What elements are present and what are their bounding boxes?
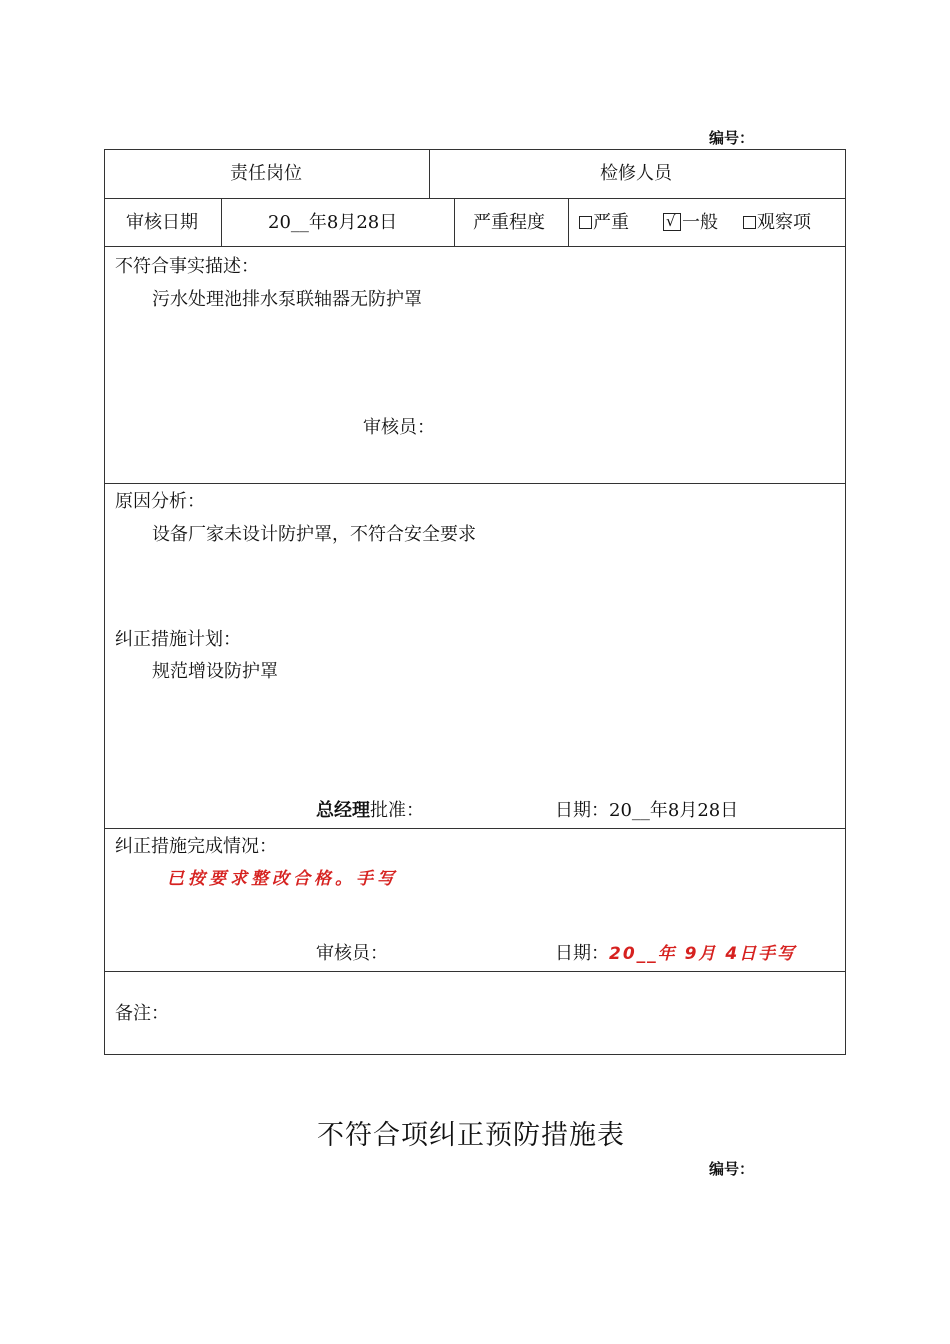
responsible-position-label: 责任岗位 <box>230 163 302 184</box>
completion-date <box>555 939 796 965</box>
approver-title: 总经理 <box>316 800 370 821</box>
severity-option-observation[interactable] <box>743 208 811 234</box>
severity-label: 严重程度 <box>473 212 545 233</box>
row-divider <box>105 198 845 199</box>
auditor-label: 审核员： <box>363 417 435 438</box>
responsible-position-value: 检修人员 <box>600 163 672 184</box>
row-divider <box>105 483 845 484</box>
column-divider <box>429 150 430 198</box>
handwritten-completion-content: 已按要求整改合格。手写 <box>167 869 398 889</box>
corrective-plan-content: 规范增设防护罩 <box>152 661 278 682</box>
cause-analysis-content: 设备厂家未设计防护罩，不符合安全要求 <box>152 524 476 545</box>
handwritten-completion-date: 20__年 9月 4日手写 <box>609 944 797 964</box>
cause-analysis-label: 原因分析： <box>115 491 205 512</box>
nonconformity-description-content: 污水处理池排水泵联轴器无防护罩 <box>152 289 422 310</box>
footer-serial-number-label: 编号： <box>709 1160 755 1178</box>
checkmark-icon: √ <box>666 212 676 230</box>
severity-option-label: 严重 <box>593 212 629 233</box>
completion-auditor-label: 审核员： <box>316 943 388 964</box>
checkbox-unchecked-icon[interactable] <box>579 216 592 229</box>
remarks-label: 备注： <box>115 1003 169 1024</box>
row-divider <box>105 971 845 972</box>
completion-status-label: 纠正措施完成情况： <box>115 836 277 857</box>
column-divider <box>454 198 455 246</box>
form-title: 不符合项纠正预防措施表 <box>317 1120 625 1151</box>
serial-number-label: 编号： <box>709 129 755 147</box>
checkbox-unchecked-icon[interactable] <box>743 216 756 229</box>
severity-option-general[interactable] <box>663 208 718 234</box>
severity-option-label: 一般 <box>682 212 718 233</box>
row-divider <box>105 828 845 829</box>
approval-date-label: 日期： <box>555 800 609 821</box>
corrective-plan-label: 纠正措施计划： <box>115 629 241 650</box>
completion-date-label: 日期： <box>555 943 609 964</box>
severity-option-label: 观察项 <box>757 212 811 233</box>
severity-option-serious[interactable] <box>579 208 629 234</box>
general-manager-approval-label <box>316 796 424 822</box>
row-divider <box>105 246 845 247</box>
audit-date-label: 审核日期 <box>126 212 198 233</box>
nonconformity-form-table <box>104 149 846 1055</box>
column-divider <box>568 198 569 246</box>
approval-date-value: 20__年8月28日 <box>609 800 739 821</box>
audit-date-value: 20__年8月28日 <box>268 212 398 233</box>
approval-date <box>555 796 738 822</box>
approval-suffix: 批准： <box>370 800 424 821</box>
checkbox-checked-icon[interactable] <box>663 213 681 231</box>
column-divider <box>221 198 222 246</box>
nonconformity-description-label: 不符合事实描述： <box>115 256 259 277</box>
